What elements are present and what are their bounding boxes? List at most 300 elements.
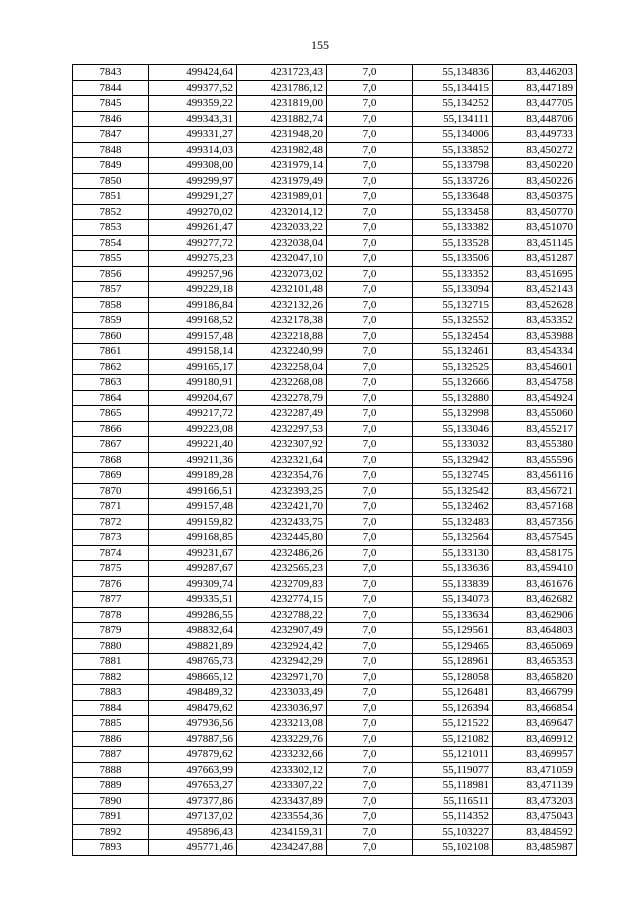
height-cell: 7,0: [327, 204, 413, 220]
table-row: [73, 452, 577, 468]
height-cell: 7,0: [327, 328, 413, 344]
point-number-cell: 7848: [73, 142, 149, 158]
x-coordinate-cell: 499180,91: [149, 375, 237, 391]
x-coordinate-cell: 498489,32: [149, 685, 237, 701]
y-coordinate-cell: 4233437,89: [237, 793, 327, 809]
x-coordinate-cell: 499299,97: [149, 173, 237, 189]
latitude-cell: 55,128058: [413, 669, 493, 685]
longitude-cell: 83,484592: [493, 824, 577, 840]
longitude-cell: 83,454601: [493, 359, 577, 375]
y-coordinate-cell: 4232971,70: [237, 669, 327, 685]
longitude-cell: 83,450226: [493, 173, 577, 189]
x-coordinate-cell: 499277,72: [149, 235, 237, 251]
point-number-cell: 7870: [73, 483, 149, 499]
point-number-cell: 7872: [73, 514, 149, 530]
y-coordinate-cell: 4232287,49: [237, 406, 327, 422]
latitude-cell: 55,132461: [413, 344, 493, 360]
x-coordinate-cell: 499157,48: [149, 328, 237, 344]
height-cell: 7,0: [327, 313, 413, 329]
y-coordinate-cell: 4232788,22: [237, 607, 327, 623]
x-coordinate-cell: 499168,52: [149, 313, 237, 329]
point-number-cell: 7854: [73, 235, 149, 251]
point-number-cell: 7853: [73, 220, 149, 236]
y-coordinate-cell: 4231989,01: [237, 189, 327, 205]
point-number-cell: 7845: [73, 96, 149, 112]
x-coordinate-cell: 499343,31: [149, 111, 237, 127]
latitude-cell: 55,128961: [413, 654, 493, 670]
point-number-cell: 7863: [73, 375, 149, 391]
height-cell: 7,0: [327, 421, 413, 437]
height-cell: 7,0: [327, 266, 413, 282]
height-cell: 7,0: [327, 731, 413, 747]
x-coordinate-cell: 499158,14: [149, 344, 237, 360]
x-coordinate-cell: 498665,12: [149, 669, 237, 685]
table-row: [73, 545, 577, 561]
y-coordinate-cell: 4232907,49: [237, 623, 327, 639]
table-row: [73, 158, 577, 174]
table-row: [73, 328, 577, 344]
table-row: [73, 762, 577, 778]
y-coordinate-cell: 4234247,88: [237, 840, 327, 856]
latitude-cell: 55,133130: [413, 545, 493, 561]
y-coordinate-cell: 4233554,36: [237, 809, 327, 825]
height-cell: 7,0: [327, 282, 413, 298]
y-coordinate-cell: 4232445,80: [237, 530, 327, 546]
height-cell: 7,0: [327, 669, 413, 685]
point-number-cell: 7855: [73, 251, 149, 267]
table-row: [73, 173, 577, 189]
table-row: [73, 499, 577, 515]
latitude-cell: 55,121011: [413, 747, 493, 763]
table-row: [73, 282, 577, 298]
x-coordinate-cell: 497377,86: [149, 793, 237, 809]
y-coordinate-cell: 4232307,92: [237, 437, 327, 453]
table-row: [73, 437, 577, 453]
height-cell: 7,0: [327, 654, 413, 670]
longitude-cell: 83,457545: [493, 530, 577, 546]
table-row: [73, 142, 577, 158]
point-number-cell: 7868: [73, 452, 149, 468]
latitude-cell: 55,133648: [413, 189, 493, 205]
latitude-cell: 55,132483: [413, 514, 493, 530]
latitude-cell: 55,102108: [413, 840, 493, 856]
longitude-cell: 83,465069: [493, 638, 577, 654]
height-cell: 7,0: [327, 142, 413, 158]
longitude-cell: 83,464803: [493, 623, 577, 639]
y-coordinate-cell: 4232278,79: [237, 390, 327, 406]
longitude-cell: 83,451695: [493, 266, 577, 282]
height-cell: 7,0: [327, 173, 413, 189]
latitude-cell: 55,129465: [413, 638, 493, 654]
height-cell: 7,0: [327, 483, 413, 499]
point-number-cell: 7875: [73, 561, 149, 577]
height-cell: 7,0: [327, 530, 413, 546]
longitude-cell: 83,485987: [493, 840, 577, 856]
point-number-cell: 7877: [73, 592, 149, 608]
table-row: [73, 220, 577, 236]
table-row: [73, 65, 577, 81]
height-cell: 7,0: [327, 545, 413, 561]
y-coordinate-cell: 4232942,29: [237, 654, 327, 670]
height-cell: 7,0: [327, 700, 413, 716]
height-cell: 7,0: [327, 793, 413, 809]
height-cell: 7,0: [327, 251, 413, 267]
latitude-cell: 55,133798: [413, 158, 493, 174]
x-coordinate-cell: 499424,64: [149, 65, 237, 81]
latitude-cell: 55,132462: [413, 499, 493, 515]
coordinates-table-body: [73, 65, 577, 856]
y-coordinate-cell: 4232218,88: [237, 328, 327, 344]
longitude-cell: 83,452628: [493, 297, 577, 313]
longitude-cell: 83,455217: [493, 421, 577, 437]
table-row: [73, 127, 577, 143]
point-number-cell: 7882: [73, 669, 149, 685]
longitude-cell: 83,475043: [493, 809, 577, 825]
latitude-cell: 55,134252: [413, 96, 493, 112]
x-coordinate-cell: 497936,56: [149, 716, 237, 732]
point-number-cell: 7865: [73, 406, 149, 422]
point-number-cell: 7844: [73, 80, 149, 96]
height-cell: 7,0: [327, 297, 413, 313]
height-cell: 7,0: [327, 778, 413, 794]
y-coordinate-cell: 4232321,64: [237, 452, 327, 468]
height-cell: 7,0: [327, 824, 413, 840]
longitude-cell: 83,451070: [493, 220, 577, 236]
x-coordinate-cell: 499223,08: [149, 421, 237, 437]
y-coordinate-cell: 4232565,23: [237, 561, 327, 577]
longitude-cell: 83,462682: [493, 592, 577, 608]
longitude-cell: 83,466799: [493, 685, 577, 701]
longitude-cell: 83,451287: [493, 251, 577, 267]
x-coordinate-cell: 499286,55: [149, 607, 237, 623]
table-row: [73, 840, 577, 856]
latitude-cell: 55,134415: [413, 80, 493, 96]
y-coordinate-cell: 4231882,74: [237, 111, 327, 127]
y-coordinate-cell: 4231786,12: [237, 80, 327, 96]
y-coordinate-cell: 4231979,49: [237, 173, 327, 189]
longitude-cell: 83,453352: [493, 313, 577, 329]
point-number-cell: 7873: [73, 530, 149, 546]
y-coordinate-cell: 4232132,26: [237, 297, 327, 313]
x-coordinate-cell: 499159,82: [149, 514, 237, 530]
x-coordinate-cell: 499217,72: [149, 406, 237, 422]
point-number-cell: 7861: [73, 344, 149, 360]
point-number-cell: 7869: [73, 468, 149, 484]
longitude-cell: 83,450375: [493, 189, 577, 205]
latitude-cell: 55,133634: [413, 607, 493, 623]
y-coordinate-cell: 4233232,66: [237, 747, 327, 763]
height-cell: 7,0: [327, 158, 413, 174]
longitude-cell: 83,453988: [493, 328, 577, 344]
table-row: [73, 344, 577, 360]
longitude-cell: 83,469647: [493, 716, 577, 732]
y-coordinate-cell: 4232014,12: [237, 204, 327, 220]
table-row: [73, 359, 577, 375]
table-row: [73, 96, 577, 112]
table-row: [73, 514, 577, 530]
point-number-cell: 7886: [73, 731, 149, 747]
table-row: [73, 111, 577, 127]
x-coordinate-cell: 495896,43: [149, 824, 237, 840]
x-coordinate-cell: 499270,02: [149, 204, 237, 220]
y-coordinate-cell: 4232486,26: [237, 545, 327, 561]
latitude-cell: 55,133046: [413, 421, 493, 437]
point-number-cell: 7858: [73, 297, 149, 313]
height-cell: 7,0: [327, 607, 413, 623]
height-cell: 7,0: [327, 406, 413, 422]
point-number-cell: 7888: [73, 762, 149, 778]
x-coordinate-cell: 499168,85: [149, 530, 237, 546]
table-row: [73, 592, 577, 608]
longitude-cell: 83,469957: [493, 747, 577, 763]
x-coordinate-cell: 499211,36: [149, 452, 237, 468]
table-row: [73, 406, 577, 422]
point-number-cell: 7852: [73, 204, 149, 220]
height-cell: 7,0: [327, 437, 413, 453]
point-number-cell: 7893: [73, 840, 149, 856]
latitude-cell: 55,133382: [413, 220, 493, 236]
y-coordinate-cell: 4232073,02: [237, 266, 327, 282]
table-row: [73, 313, 577, 329]
y-coordinate-cell: 4233302,12: [237, 762, 327, 778]
y-coordinate-cell: 4232774,15: [237, 592, 327, 608]
y-coordinate-cell: 4232038,04: [237, 235, 327, 251]
table-row: [73, 266, 577, 282]
table-row: [73, 778, 577, 794]
longitude-cell: 83,456116: [493, 468, 577, 484]
table-row: [73, 530, 577, 546]
point-number-cell: 7890: [73, 793, 149, 809]
longitude-cell: 83,455060: [493, 406, 577, 422]
x-coordinate-cell: 499359,22: [149, 96, 237, 112]
table-row: [73, 421, 577, 437]
longitude-cell: 83,462906: [493, 607, 577, 623]
y-coordinate-cell: 4233036,97: [237, 700, 327, 716]
y-coordinate-cell: 4232433,75: [237, 514, 327, 530]
longitude-cell: 83,457168: [493, 499, 577, 515]
table-row: [73, 669, 577, 685]
height-cell: 7,0: [327, 561, 413, 577]
point-number-cell: 7843: [73, 65, 149, 81]
point-number-cell: 7871: [73, 499, 149, 515]
table-row: [73, 793, 577, 809]
point-number-cell: 7864: [73, 390, 149, 406]
point-number-cell: 7851: [73, 189, 149, 205]
height-cell: 7,0: [327, 359, 413, 375]
x-coordinate-cell: 498821,89: [149, 638, 237, 654]
table-row: [73, 731, 577, 747]
y-coordinate-cell: 4231723,43: [237, 65, 327, 81]
table-row: [73, 297, 577, 313]
height-cell: 7,0: [327, 638, 413, 654]
table-row: [73, 809, 577, 825]
y-coordinate-cell: 4232258,04: [237, 359, 327, 375]
latitude-cell: 55,133506: [413, 251, 493, 267]
y-coordinate-cell: 4232354,76: [237, 468, 327, 484]
latitude-cell: 55,132880: [413, 390, 493, 406]
x-coordinate-cell: 499291,27: [149, 189, 237, 205]
y-coordinate-cell: 4232709,83: [237, 576, 327, 592]
latitude-cell: 55,134111: [413, 111, 493, 127]
height-cell: 7,0: [327, 576, 413, 592]
latitude-cell: 55,133852: [413, 142, 493, 158]
x-coordinate-cell: 499335,51: [149, 592, 237, 608]
x-coordinate-cell: 499275,23: [149, 251, 237, 267]
point-number-cell: 7887: [73, 747, 149, 763]
longitude-cell: 83,456721: [493, 483, 577, 499]
table-row: [73, 468, 577, 484]
latitude-cell: 55,132564: [413, 530, 493, 546]
table-row: [73, 576, 577, 592]
point-number-cell: 7880: [73, 638, 149, 654]
x-coordinate-cell: 498832,64: [149, 623, 237, 639]
latitude-cell: 55,103227: [413, 824, 493, 840]
latitude-cell: 55,134006: [413, 127, 493, 143]
y-coordinate-cell: 4232924,42: [237, 638, 327, 654]
longitude-cell: 83,454334: [493, 344, 577, 360]
point-number-cell: 7889: [73, 778, 149, 794]
x-coordinate-cell: 499257,96: [149, 266, 237, 282]
latitude-cell: 55,133528: [413, 235, 493, 251]
height-cell: 7,0: [327, 375, 413, 391]
height-cell: 7,0: [327, 592, 413, 608]
point-number-cell: 7892: [73, 824, 149, 840]
x-coordinate-cell: 499157,48: [149, 499, 237, 515]
height-cell: 7,0: [327, 189, 413, 205]
table-row: [73, 824, 577, 840]
point-number-cell: 7891: [73, 809, 149, 825]
point-number-cell: 7866: [73, 421, 149, 437]
x-coordinate-cell: 498479,62: [149, 700, 237, 716]
latitude-cell: 55,133458: [413, 204, 493, 220]
table-row: [73, 375, 577, 391]
latitude-cell: 55,132942: [413, 452, 493, 468]
longitude-cell: 83,448706: [493, 111, 577, 127]
longitude-cell: 83,458175: [493, 545, 577, 561]
longitude-cell: 83,451145: [493, 235, 577, 251]
x-coordinate-cell: 499314,03: [149, 142, 237, 158]
longitude-cell: 83,455596: [493, 452, 577, 468]
longitude-cell: 83,465820: [493, 669, 577, 685]
height-cell: 7,0: [327, 235, 413, 251]
height-cell: 7,0: [327, 840, 413, 856]
point-number-cell: 7881: [73, 654, 149, 670]
point-number-cell: 7862: [73, 359, 149, 375]
latitude-cell: 55,116511: [413, 793, 493, 809]
latitude-cell: 55,121522: [413, 716, 493, 732]
x-coordinate-cell: 498765,73: [149, 654, 237, 670]
table-row: [73, 483, 577, 499]
longitude-cell: 83,446203: [493, 65, 577, 81]
longitude-cell: 83,452143: [493, 282, 577, 298]
point-number-cell: 7885: [73, 716, 149, 732]
longitude-cell: 83,471059: [493, 762, 577, 778]
x-coordinate-cell: 499186,84: [149, 297, 237, 313]
x-coordinate-cell: 499331,27: [149, 127, 237, 143]
x-coordinate-cell: 497879,62: [149, 747, 237, 763]
point-number-cell: 7876: [73, 576, 149, 592]
height-cell: 7,0: [327, 80, 413, 96]
height-cell: 7,0: [327, 685, 413, 701]
longitude-cell: 83,465353: [493, 654, 577, 670]
point-number-cell: 7883: [73, 685, 149, 701]
longitude-cell: 83,469912: [493, 731, 577, 747]
latitude-cell: 55,126481: [413, 685, 493, 701]
x-coordinate-cell: 499261,47: [149, 220, 237, 236]
latitude-cell: 55,132552: [413, 313, 493, 329]
x-coordinate-cell: 499377,52: [149, 80, 237, 96]
latitude-cell: 55,132715: [413, 297, 493, 313]
longitude-cell: 83,450272: [493, 142, 577, 158]
latitude-cell: 55,129561: [413, 623, 493, 639]
latitude-cell: 55,133094: [413, 282, 493, 298]
height-cell: 7,0: [327, 762, 413, 778]
table-row: [73, 607, 577, 623]
height-cell: 7,0: [327, 716, 413, 732]
latitude-cell: 55,133726: [413, 173, 493, 189]
longitude-cell: 83,447189: [493, 80, 577, 96]
latitude-cell: 55,132666: [413, 375, 493, 391]
x-coordinate-cell: 499308,00: [149, 158, 237, 174]
y-coordinate-cell: 4234159,31: [237, 824, 327, 840]
longitude-cell: 83,455380: [493, 437, 577, 453]
y-coordinate-cell: 4231948,20: [237, 127, 327, 143]
table-row: [73, 638, 577, 654]
latitude-cell: 55,121082: [413, 731, 493, 747]
latitude-cell: 55,134836: [413, 65, 493, 81]
x-coordinate-cell: 497887,56: [149, 731, 237, 747]
point-number-cell: 7884: [73, 700, 149, 716]
y-coordinate-cell: 4233033,49: [237, 685, 327, 701]
table-row: [73, 654, 577, 670]
longitude-cell: 83,447705: [493, 96, 577, 112]
y-coordinate-cell: 4232101,48: [237, 282, 327, 298]
point-number-cell: 7856: [73, 266, 149, 282]
point-number-cell: 7847: [73, 127, 149, 143]
y-coordinate-cell: 4232393,25: [237, 483, 327, 499]
table-row: [73, 204, 577, 220]
y-coordinate-cell: 4233307,22: [237, 778, 327, 794]
longitude-cell: 83,457356: [493, 514, 577, 530]
table-row: [73, 390, 577, 406]
table-row: [73, 747, 577, 763]
y-coordinate-cell: 4232178,38: [237, 313, 327, 329]
height-cell: 7,0: [327, 809, 413, 825]
latitude-cell: 55,132454: [413, 328, 493, 344]
y-coordinate-cell: 4232421,70: [237, 499, 327, 515]
latitude-cell: 55,133839: [413, 576, 493, 592]
x-coordinate-cell: 499166,51: [149, 483, 237, 499]
height-cell: 7,0: [327, 390, 413, 406]
point-number-cell: 7859: [73, 313, 149, 329]
height-cell: 7,0: [327, 111, 413, 127]
x-coordinate-cell: 499231,67: [149, 545, 237, 561]
table-row: [73, 251, 577, 267]
longitude-cell: 83,461676: [493, 576, 577, 592]
table-row: [73, 189, 577, 205]
latitude-cell: 55,132745: [413, 468, 493, 484]
latitude-cell: 55,132525: [413, 359, 493, 375]
x-coordinate-cell: 499165,17: [149, 359, 237, 375]
longitude-cell: 83,454758: [493, 375, 577, 391]
height-cell: 7,0: [327, 65, 413, 81]
longitude-cell: 83,459410: [493, 561, 577, 577]
coordinates-table: [72, 64, 577, 856]
point-number-cell: 7860: [73, 328, 149, 344]
height-cell: 7,0: [327, 220, 413, 236]
height-cell: 7,0: [327, 514, 413, 530]
point-number-cell: 7867: [73, 437, 149, 453]
